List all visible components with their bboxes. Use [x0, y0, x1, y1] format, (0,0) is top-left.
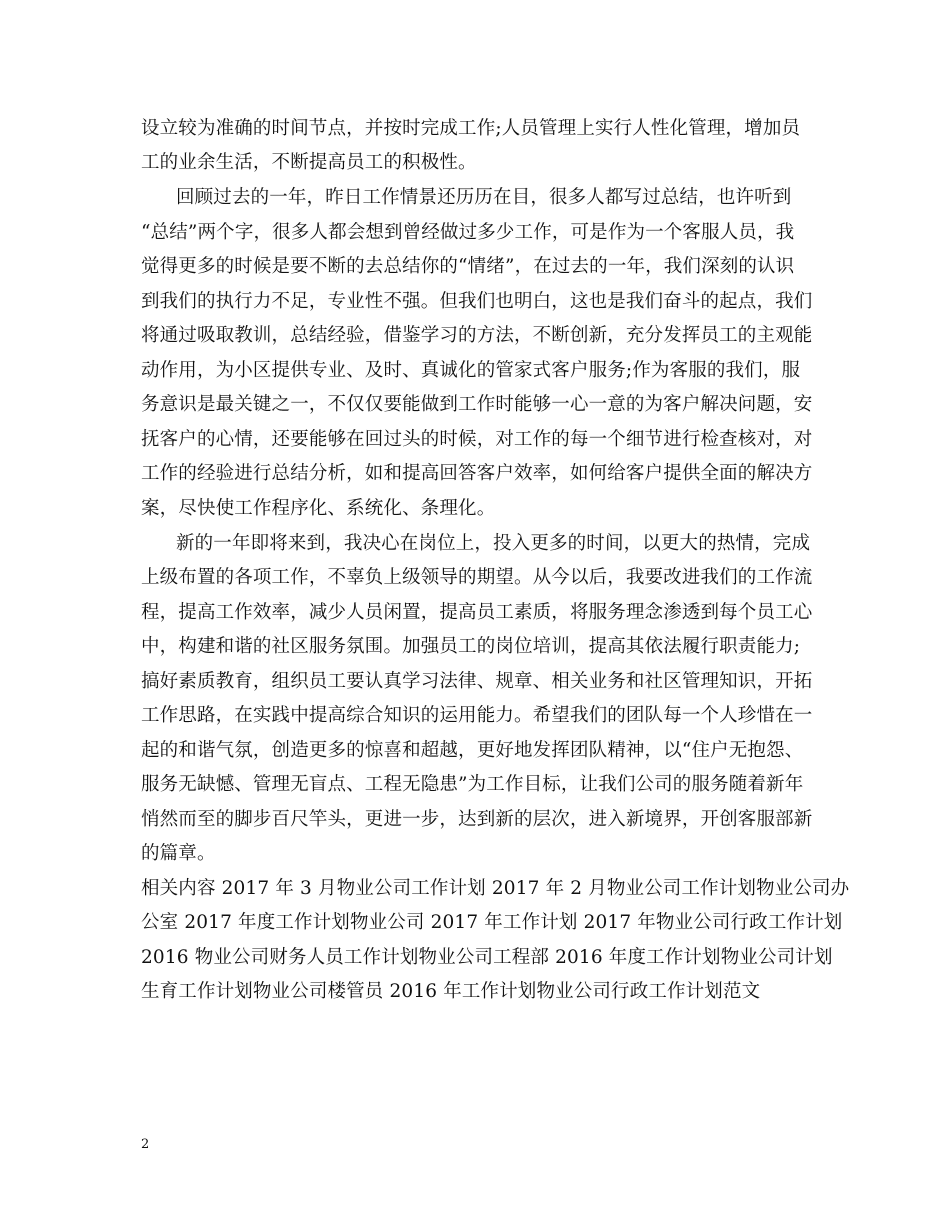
paragraph-line: 程，提高工作效率，减少人员闲置，提高员工素质，将服务理念渗透到每个员工心: [141, 602, 813, 623]
paragraph-line: 的篇章。: [141, 843, 216, 864]
paragraph-line: 服务无缺憾、管理无盲点、工程无隐患”为工作目标，让我们公司的服务随着新年: [141, 774, 804, 795]
paragraph-line: 工作思路，在实践中提高综合知识的运用能力。希望我们的团队每一个人珍惜在一: [141, 705, 813, 726]
paragraph-line: 务意识是最关键之一，不仅仅要能做到工作时能够一心一意的为客户解决问题，安: [141, 394, 813, 415]
paragraph-line: 到我们的执行力不足，专业性不强。但我们也明白，这也是我们奋斗的起点，我们: [141, 291, 813, 312]
paragraph-line: 抚客户的心情，还要能够在回过头的时候，对工作的每一个细节进行检查核对，对: [141, 429, 813, 450]
paragraph-line: 上级布置的各项工作，不辜负上级领导的期望。从今以后，我要改进我们的工作流: [141, 567, 813, 588]
paragraph-line: “总结”两个字，很多人都会想到曾经做过多少工作，可是作为一个客服人员，我: [141, 222, 795, 243]
related-content-line: 公室 2017 年度工作计划物业公司 2017 年工作计划 2017 年物业公司行政工作计划: [141, 912, 843, 933]
related-content-line: 生育工作计划物业公司楼管员 2016 年工作计划物业公司行政工作计划范文: [141, 981, 761, 1002]
paragraph-line: 中，构建和谐的社区服务氛围。加强员工的岗位培训，提高其依法履行职责能力;: [141, 636, 801, 657]
paragraph-line: 工作的经验进行总结分析，如和提高回答客户效率，如何给客户提供全面的解决方: [141, 463, 813, 484]
page-number: 2: [141, 1137, 150, 1152]
related-content-line: 相关内容 2017 年 3 月物业公司工作计划 2017 年 2 月物业公司工作计划物业公司办: [141, 878, 850, 899]
paragraph-line: 动作用，为小区提供专业、及时、真诚化的管家式客户服务;作为客服的我们，服: [141, 360, 801, 381]
paragraph-line: 案，尽快使工作程序化、系统化、条理化。: [141, 498, 496, 519]
paragraph-line: 搞好素质教育，组织员工要认真学习法律、规章、相关业务和社区管理知识，开拓: [141, 671, 813, 692]
paragraph-line: 悄然而至的脚步百尺竿头，更进一步，达到新的层次，进入新境界，开创客服部新: [141, 809, 813, 830]
paragraph-line: 将通过吸取教训，总结经验，借鉴学习的方法，不断创新，充分发挥员工的主观能: [141, 325, 813, 346]
related-content-line: 2016 物业公司财务人员工作计划物业公司工程部 2016 年度工作计划物业公司计划: [141, 947, 833, 968]
paragraph-line: 觉得更多的时候是要不断的去总结你的“情绪”，在过去的一年，我们深刻的认识: [141, 256, 795, 277]
paragraph-line: 起的和谐气氛，创造更多的惊喜和超越，更好地发挥团队精神，以“住户无抱怨、: [141, 740, 804, 761]
paragraph-line: 工的业余生活，不断提高员工的积极性。: [141, 152, 477, 173]
paragraph-line: 回顾过去的一年，昨日工作情景还历历在目，很多人都写过总结，也许听到: [176, 187, 792, 208]
paragraph-line: 设立较为准确的时间节点，并按时完成工作;人员管理上实行人性化管理，增加员: [141, 118, 801, 139]
paragraph-line: 新的一年即将来到，我决心在岗位上，投入更多的时间，以更大的热情，完成: [176, 533, 811, 554]
